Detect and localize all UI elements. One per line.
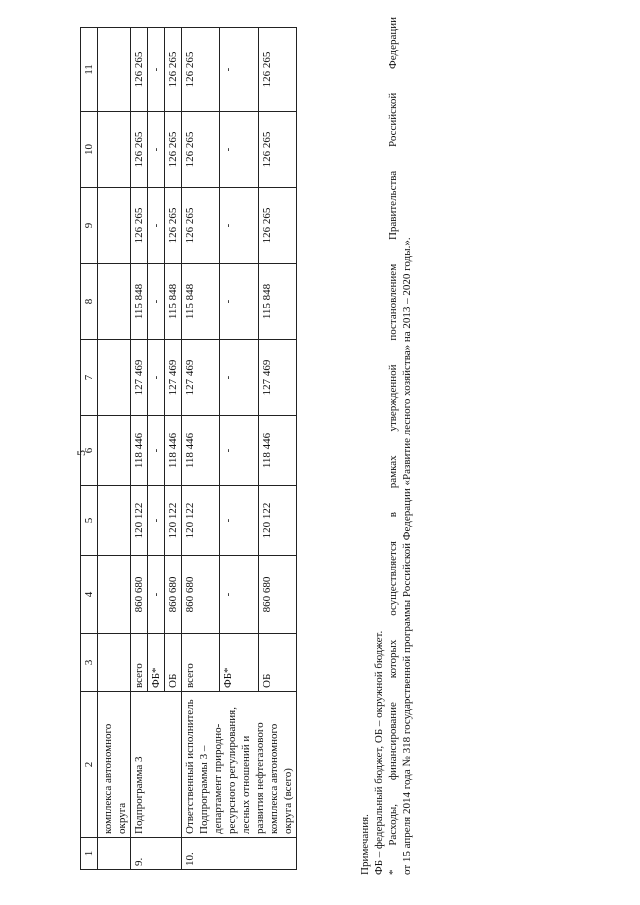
value-cell: 126 265: [182, 188, 220, 264]
value-cell: -: [220, 556, 258, 634]
value-cell: 115 848: [131, 264, 148, 340]
value-cell: 126 265: [258, 188, 296, 264]
value-cell: -: [148, 188, 165, 264]
value-cell: 115 848: [258, 264, 296, 340]
value-cell: 126 265: [165, 112, 182, 188]
value-cell: 118 446: [165, 416, 182, 486]
value-cell: 860 680: [165, 556, 182, 634]
value-cell: 860 680: [182, 556, 220, 634]
value-cell: 860 680: [131, 556, 148, 634]
value-cell: -: [220, 264, 258, 340]
value-cell: -: [220, 486, 258, 556]
value-cell: 126 265: [258, 112, 296, 188]
value-cell: 127 469: [182, 340, 220, 416]
row-number-cell: 10.: [182, 838, 297, 870]
value-cell: 120 122: [131, 486, 148, 556]
value-cell: 118 446: [182, 416, 220, 486]
value-cell: 120 122: [258, 486, 296, 556]
value-cell: 126 265: [258, 28, 296, 112]
row-name-cell: Ответственный исполнитель Подпрограммы 3 – департамент природно-ресурсного регулирования, лесных отношений и развития нефтегазового комплекса автономного округа (всего): [182, 692, 297, 838]
notes-heading: Примечания.: [359, 814, 371, 875]
value-cell: -: [148, 340, 165, 416]
column-number: 2: [81, 692, 98, 838]
column-number: 10: [81, 112, 98, 188]
source-cell: всего: [182, 634, 220, 692]
column-number: 5: [81, 486, 98, 556]
budget-table: [80, 27, 297, 870]
value-cell: 127 469: [131, 340, 148, 416]
row-name-cell: комплекса автономного округа: [98, 692, 131, 838]
value-cell: 120 122: [182, 486, 220, 556]
value-cell: -: [148, 416, 165, 486]
value-cell: -: [148, 556, 165, 634]
value-cell: 126 265: [182, 28, 220, 112]
table-row-continuation: [98, 28, 131, 870]
value-cell: -: [148, 264, 165, 340]
notes-block: [358, 17, 414, 875]
value-cell: -: [220, 28, 258, 112]
source-cell: всего: [131, 634, 148, 692]
value-cell: 126 265: [131, 112, 148, 188]
value-cell: 126 265: [131, 28, 148, 112]
column-number: 1: [81, 838, 98, 870]
value-cell: 127 469: [258, 340, 296, 416]
value-cell: 860 680: [258, 556, 296, 634]
value-cell: 120 122: [165, 486, 182, 556]
value-cell: -: [220, 112, 258, 188]
value-cell: 126 265: [182, 112, 220, 188]
value-cell: -: [220, 340, 258, 416]
column-number: 11: [81, 28, 98, 112]
value-cell: -: [148, 28, 165, 112]
table-row: [182, 28, 220, 870]
row-name-cell: Подпрограмма 3: [131, 692, 182, 838]
notes-line: ФБ – федеральный бюджет, ОБ – окружной бюджет.: [373, 630, 385, 875]
column-number: 9: [81, 188, 98, 264]
value-cell: 118 446: [131, 416, 148, 486]
value-cell: 115 848: [182, 264, 220, 340]
value-cell: -: [148, 112, 165, 188]
source-cell: ОБ: [165, 634, 182, 692]
value-cell: 126 265: [165, 28, 182, 112]
source-cell: ФБ*: [220, 634, 258, 692]
notes-line: от 15 апреля 2014 года № 318 государственной программы Российской Федерации «Развитие лесного хозяйства» на 2013 – 2020 годы.».: [401, 237, 413, 875]
source-cell: ФБ*: [148, 634, 165, 692]
page-number: 5: [74, 450, 88, 456]
value-cell: 118 446: [258, 416, 296, 486]
source-cell: ОБ: [258, 634, 296, 692]
column-number: 6: [81, 416, 98, 486]
notes-line: * Расходы, финансирование которых осуществляется в рамках утвержденной постановлением Правительства Российской Федерации: [387, 17, 399, 875]
value-cell: 126 265: [165, 188, 182, 264]
column-number: 3: [81, 634, 98, 692]
column-number: 4: [81, 556, 98, 634]
value-cell: 127 469: [165, 340, 182, 416]
table-row: [131, 28, 148, 870]
value-cell: -: [220, 188, 258, 264]
row-number-cell: [98, 838, 131, 870]
value-cell: 115 848: [165, 264, 182, 340]
value-cell: -: [148, 486, 165, 556]
value-cell: 126 265: [131, 188, 148, 264]
column-number: 8: [81, 264, 98, 340]
row-number-cell: 9.: [131, 838, 182, 870]
value-cell: -: [220, 416, 258, 486]
column-number-row: [81, 28, 98, 870]
column-number: 7: [81, 340, 98, 416]
